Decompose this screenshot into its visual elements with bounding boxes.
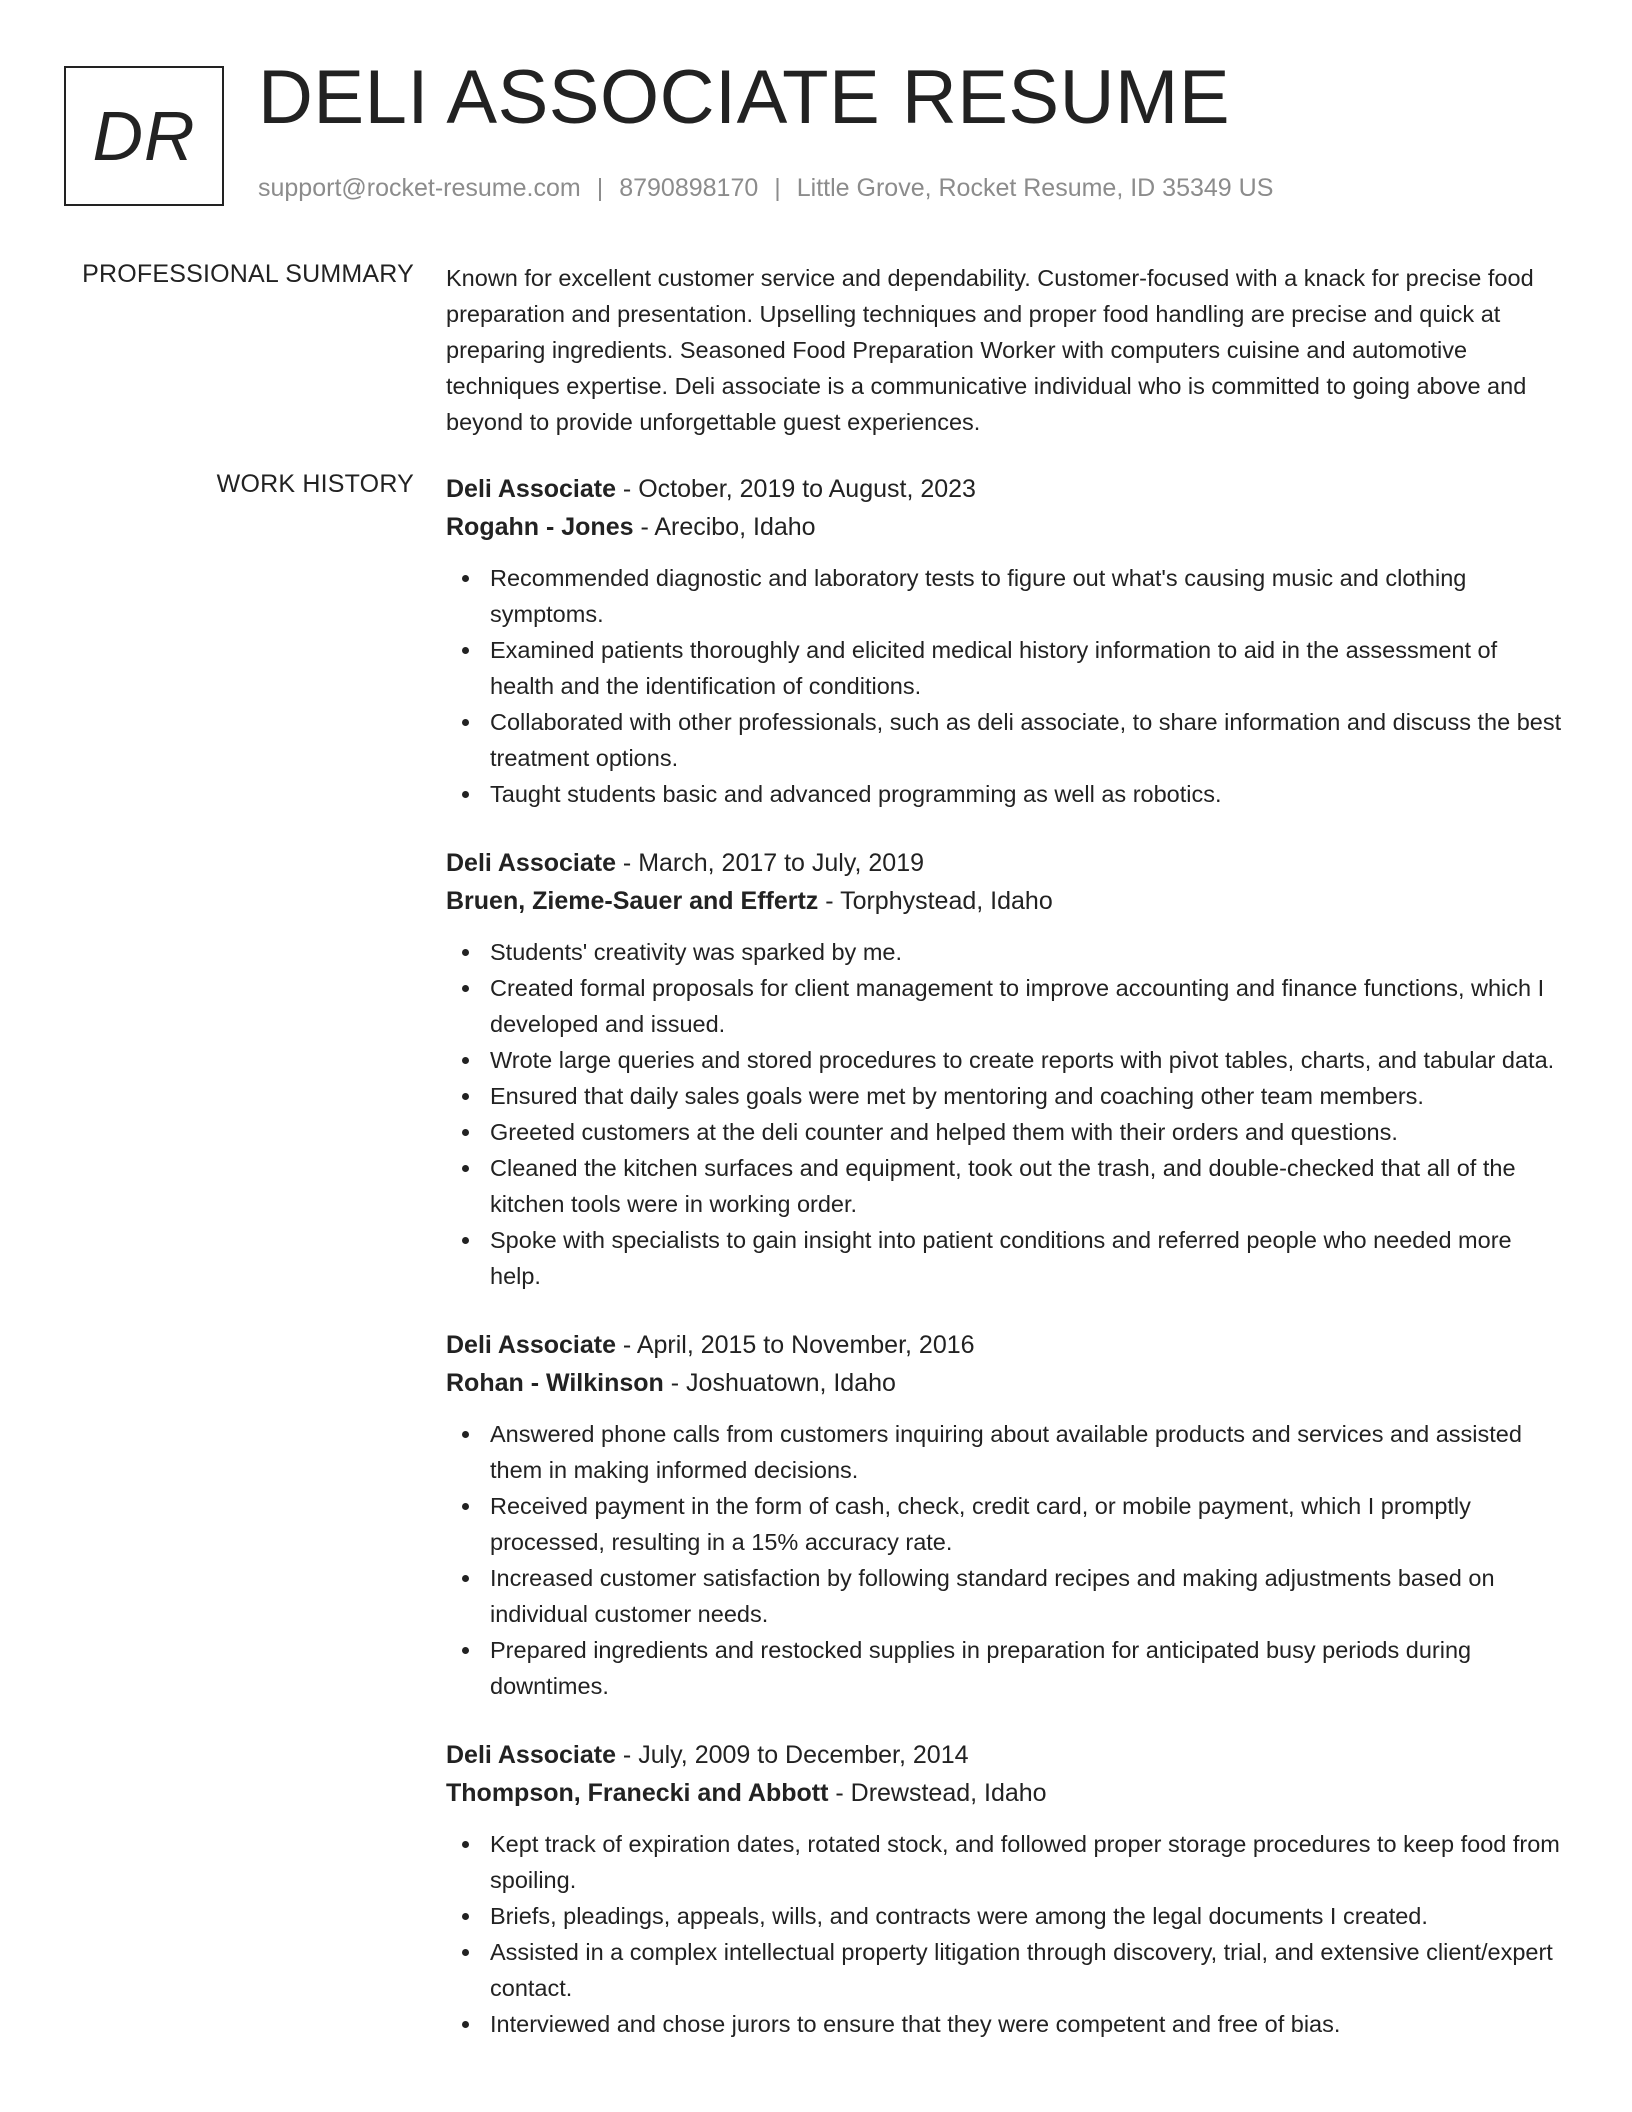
bullet-dot-icon	[462, 1647, 469, 1654]
monogram-box	[64, 66, 224, 206]
job-bullet-item	[446, 560, 1566, 632]
resume-title: DELI ASSOCIATE RESUME	[258, 55, 1231, 140]
job-bullet-text: Collaborated with other professionals, such as deli associate, to share information and discuss the best treatment options.	[490, 709, 1562, 771]
bullet-dot-icon	[462, 2021, 469, 2028]
summary-heading: PROFESSIONAL SUMMARY	[82, 260, 414, 288]
job-bullet-text: Ensured that daily sales goals were met by mentoring and coaching other team members.	[490, 1083, 1424, 1109]
job-bullet-text: Recommended diagnostic and laboratory tests to figure out what's causing music and clothing symptoms.	[490, 565, 1467, 627]
job-bullet-item	[446, 1416, 1566, 1488]
bullet-dot-icon	[462, 985, 469, 992]
job-bullet-item	[446, 934, 1566, 970]
job-dates: - October, 2019 to August, 2023	[615, 475, 976, 503]
job-bullet-text: Spoke with specialists to gain insight into patient conditions and referred people who needed more help.	[490, 1227, 1512, 1289]
job-bullet-text: Greeted customers at the deli counter and helped them with their orders and questions.	[490, 1119, 1398, 1145]
bullet-dot-icon	[462, 1431, 469, 1438]
job-bullet-list	[446, 560, 1566, 812]
job-company-line	[446, 1774, 1566, 1812]
job-entry	[446, 844, 1566, 1294]
bullet-dot-icon	[462, 791, 469, 798]
job-bullet-item	[446, 1560, 1566, 1632]
job-bullet-item	[446, 2006, 1566, 2042]
job-bullet-item	[446, 1632, 1566, 1704]
job-location: - Torphystead, Idaho	[818, 887, 1053, 915]
job-bullet-list	[446, 1416, 1566, 1704]
job-title: Deli Associate	[446, 1741, 616, 1769]
bullet-dot-icon	[462, 1093, 469, 1100]
job-bullet-text: Taught students basic and advanced programming as well as robotics.	[490, 781, 1222, 807]
job-bullet-list	[446, 1826, 1566, 2042]
job-bullet-text: Examined patients thoroughly and elicited medical history information to aid in the assessment of health and the identification of conditions.	[490, 637, 1498, 699]
bullet-dot-icon	[462, 719, 469, 726]
contact-email: support@rocket-resume.com	[258, 174, 581, 202]
job-location: - Joshuatown, Idaho	[663, 1369, 896, 1397]
job-bullet-text: Prepared ingredients and restocked supplies in preparation for anticipated busy periods during downtimes.	[490, 1637, 1472, 1699]
job-title: Deli Associate	[446, 849, 616, 877]
job-dates: - April, 2015 to November, 2016	[615, 1331, 975, 1359]
job-bullet-text: Cleaned the kitchen surfaces and equipment, took out the trash, and double-checked that all of the kitchen tools were in working order.	[490, 1155, 1516, 1217]
job-title: Deli Associate	[446, 475, 616, 503]
job-bullet-item	[446, 632, 1566, 704]
job-company: Rohan - Wilkinson	[446, 1369, 664, 1397]
bullet-dot-icon	[462, 575, 469, 582]
bullet-dot-icon	[462, 1165, 469, 1172]
job-bullet-item	[446, 970, 1566, 1042]
contact-line	[258, 174, 1273, 203]
job-bullet-text: Increased customer satisfaction by following standard recipes and making adjustments based on individual customer needs.	[490, 1565, 1495, 1627]
job-bullet-text: Kept track of expiration dates, rotated stock, and followed proper storage procedures to keep food from spoiling.	[490, 1831, 1560, 1893]
job-entry	[446, 1326, 1566, 1704]
job-bullet-item	[446, 1934, 1566, 2006]
job-bullet-item	[446, 1078, 1566, 1114]
job-bullet-text: Briefs, pleadings, appeals, wills, and contracts were among the legal documents I created.	[490, 1903, 1428, 1929]
job-location: - Drewstead, Idaho	[828, 1779, 1047, 1807]
job-bullet-text: Wrote large queries and stored procedures to create reports with pivot tables, charts, and tabular data.	[490, 1047, 1555, 1073]
job-company: Rogahn - Jones	[446, 513, 634, 541]
job-company-line	[446, 508, 1566, 546]
job-bullet-text: Received payment in the form of cash, check, credit card, or mobile payment, which I promptly processed, resulting in a 15% accuracy rate.	[490, 1493, 1471, 1555]
work-history-heading: WORK HISTORY	[216, 470, 414, 498]
job-bullet-item	[446, 1898, 1566, 1934]
job-bullet-list	[446, 934, 1566, 1294]
job-title-line	[446, 1326, 1566, 1364]
job-dates: - March, 2017 to July, 2019	[615, 849, 925, 877]
bullet-dot-icon	[462, 1503, 469, 1510]
bullet-dot-icon	[462, 1237, 469, 1244]
bullet-dot-icon	[462, 1841, 469, 1848]
job-company: Bruen, Zieme-Sauer and Effertz	[446, 887, 819, 915]
contact-separator: |	[774, 174, 781, 202]
job-bullet-item	[446, 776, 1566, 812]
job-bullet-text: Students' creativity was sparked by me.	[490, 939, 902, 965]
job-company-line	[446, 882, 1566, 920]
job-location: - Arecibo, Idaho	[633, 513, 816, 541]
job-bullet-item	[446, 1042, 1566, 1078]
job-bullet-item	[446, 1222, 1566, 1294]
bullet-dot-icon	[462, 1949, 469, 1956]
summary-text: Known for excellent customer service and dependability. Customer-focused with a knack for precise food preparation and presentation. Upselling techniques and proper food handling are precise and quick at preparing ingredients. Seasoned Food Preparation Worker with computers cuisine and automotive techniques expertise. Deli associate is a communicative individual who is committed to going above and beyond to provide unforgettable guest experiences.	[446, 265, 1534, 435]
job-bullet-item	[446, 1114, 1566, 1150]
bullet-dot-icon	[462, 1129, 469, 1136]
job-title-line	[446, 844, 1566, 882]
job-bullet-text: Assisted in a complex intellectual property litigation through discovery, trial, and extensive client/expert contact.	[490, 1939, 1553, 2001]
summary-body	[446, 260, 1566, 440]
job-company-line	[446, 1364, 1566, 1402]
bullet-dot-icon	[462, 1913, 469, 1920]
job-bullet-text: Answered phone calls from customers inquiring about available products and services and assisted them in making informed decisions.	[490, 1421, 1522, 1483]
job-bullet-item	[446, 704, 1566, 776]
job-dates: - July, 2009 to December, 2014	[615, 1741, 969, 1769]
job-company: Thompson, Franecki and Abbott	[446, 1779, 829, 1807]
job-title-line	[446, 470, 1566, 508]
contact-phone: 8790898170	[619, 174, 759, 202]
job-bullet-item	[446, 1488, 1566, 1560]
bullet-dot-icon	[462, 949, 469, 956]
bullet-dot-icon	[462, 1575, 469, 1582]
job-title-line	[446, 1736, 1566, 1774]
job-bullet-item	[446, 1150, 1566, 1222]
job-title: Deli Associate	[446, 1331, 616, 1359]
job-bullet-text: Created formal proposals for client management to improve accounting and finance functions, which I developed and issued.	[490, 975, 1545, 1037]
contact-separator: |	[596, 174, 604, 202]
job-entry	[446, 470, 1566, 812]
contact-address: Little Grove, Rocket Resume, ID 35349 US	[796, 174, 1274, 202]
job-entry	[446, 1736, 1566, 2042]
monogram-initials: DR	[92, 97, 196, 175]
bullet-dot-icon	[462, 1057, 469, 1064]
job-bullet-item	[446, 1826, 1566, 1898]
bullet-dot-icon	[462, 647, 469, 654]
job-bullet-text: Interviewed and chose jurors to ensure that they were competent and free of bias.	[490, 2011, 1341, 2037]
work-history-body	[446, 470, 1566, 2074]
